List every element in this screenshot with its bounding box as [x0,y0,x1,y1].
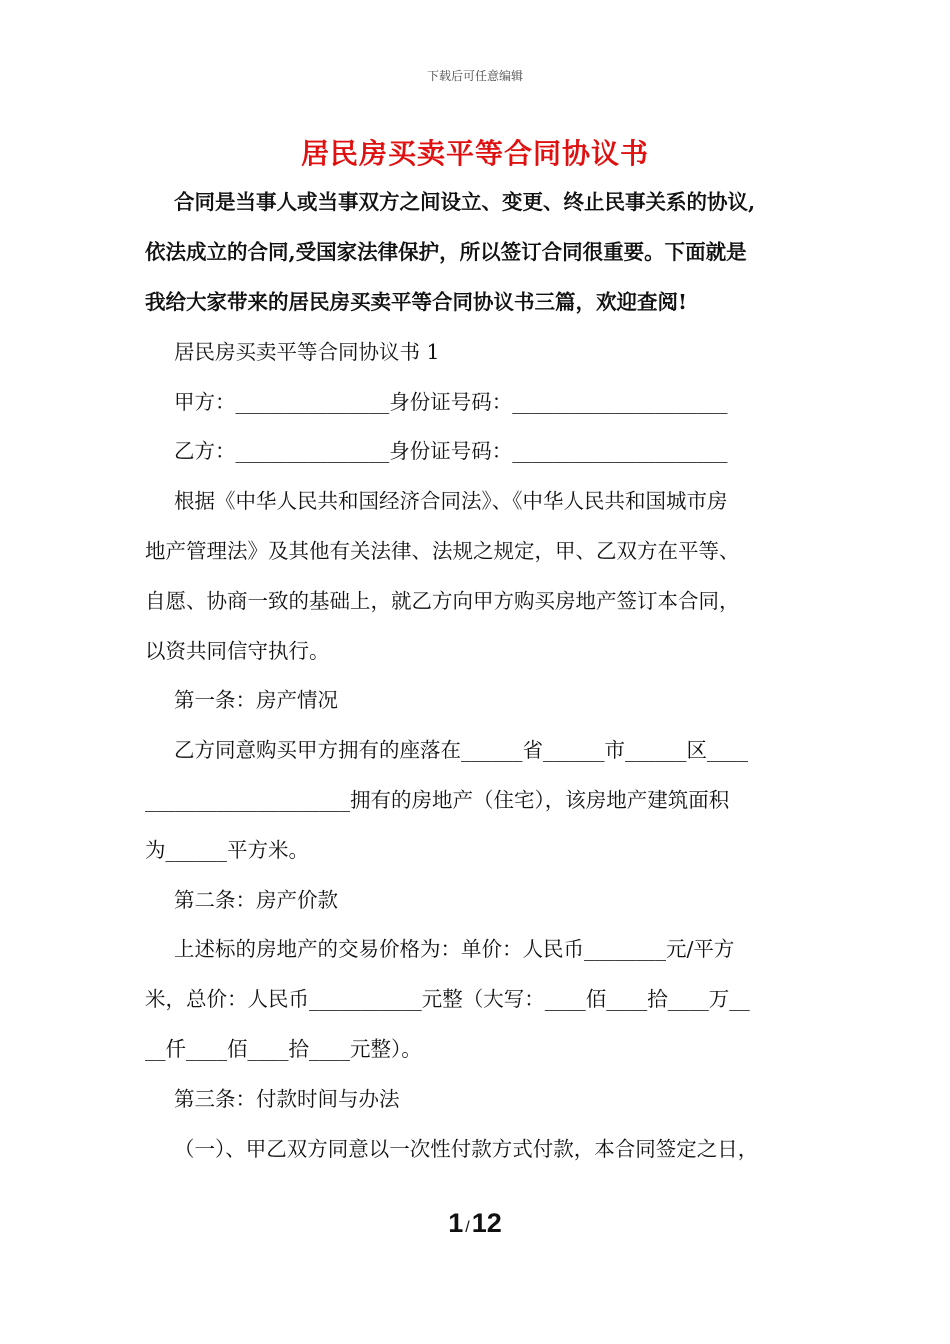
article-heading: 第一条：房产情况 [174,688,338,712]
basis-line: 以资共同信守执行。 [145,639,330,663]
article-heading: 第三条：付款时间与办法 [174,1087,400,1111]
article-text: ____________________拥有的房地产（住宅），该房地产建筑面积 [145,788,730,812]
page-current: 1 [448,1208,464,1238]
intro-line: 依法成立的合同,受国家法律保护，所以签订合同很重要。下面就是 [145,240,747,264]
article-text: 米，总价：人民币___________元整（大写：____佰____拾____万__ [145,987,750,1011]
article-text: 为______平方米。 [145,838,309,862]
basis-line: 地产管理法》及其他有关法律、法规之规定，甲、乙双方在平等、 [145,539,740,563]
article-text: 乙方同意购买甲方拥有的座落在______省______市______区____ [174,738,748,762]
intro-line: 合同是当事人或当事双方之间设立、变更、终止民事关系的协议, [174,190,756,214]
contract-subtitle: 居民房买卖平等合同协议书 1 [174,340,440,364]
article-text: 上述标的房地产的交易价格为：单价：人民币________元/平方 [174,937,735,961]
article-text: __仟____佰____拾____元整）。 [145,1037,422,1061]
header-note: 下载后可任意编辑 [426,69,523,83]
page-separator: / [465,1219,470,1236]
intro-line: 我给大家带来的居民房买卖平等合同协议书三篇，欢迎查阅! [145,290,687,314]
basis-line: 自愿、协商一致的基础上，就乙方向甲方购买房地产签订本合同， [145,589,740,613]
party-a-line: 甲方：_______________身份证号码：_____________________ [174,390,728,414]
article-heading: 第二条：房产价款 [174,888,338,912]
page-number [0,1208,950,1239]
document-title: 居民房买卖平等合同协议书 [300,137,649,170]
party-b-line: 乙方：_______________身份证号码：_____________________ [174,439,728,463]
basis-line: 根据《中华人民共和国经济合同法》、《中华人民共和国城市房 [174,489,728,513]
article-text: （一）、甲乙双方同意以一次性付款方式付款，本合同签定之日， [174,1137,759,1161]
page-total: 12 [471,1208,502,1238]
